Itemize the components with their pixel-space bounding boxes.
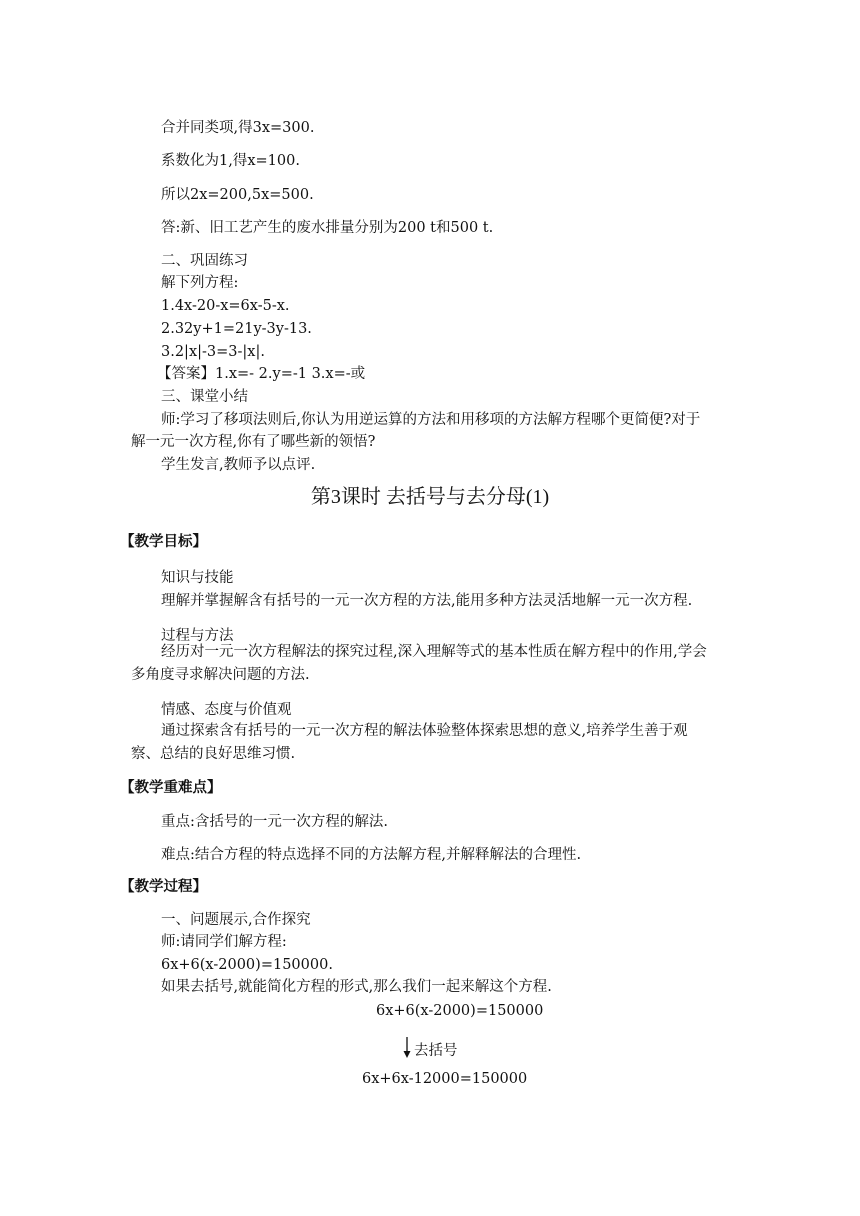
teacher-prompt: 师:请同学们解方程:	[161, 934, 287, 950]
process-step-1: 一、问题展示,合作探究	[161, 912, 311, 928]
key-points-heading: 【教学重难点】	[120, 779, 222, 796]
derivation-to: 6x+6x-12000=150000	[362, 1071, 528, 1087]
derivation-from: 6x+6(x-2000)=150000	[376, 1003, 544, 1019]
difficult-point: 难点:结合方程的特点选择不同的方法解方程,并解释解法的合理性.	[161, 847, 582, 863]
practice-answer: 【答案】1.x=- 2.y=-1 3.x=-或	[157, 366, 366, 382]
derivation-step-label: 去括号	[414, 1043, 458, 1059]
summary-heading: 三、课堂小结	[161, 389, 248, 405]
summary-text-line-2: 解一元一次方程,你有了哪些新的领悟?	[131, 434, 376, 450]
process-text-line-2: 多角度寻求解决问题的方法.	[131, 667, 310, 683]
process-explain: 如果去括号,就能简化方程的形式,那么我们一起来解这个方程.	[161, 979, 552, 995]
summary-text-line-3: 学生发言,教师予以点评.	[161, 457, 316, 473]
attitude-text-line-1: 通过探索含有括号的一元一次方程的解法体验整体探索思想的意义,培养学生善于观	[161, 723, 688, 739]
intro-line-combine: 合并同类项,得3x=300.	[161, 120, 315, 136]
knowledge-title: 知识与技能	[161, 570, 234, 586]
process-title: 过程与方法	[161, 628, 234, 644]
knowledge-text: 理解并掌握解含有括号的一元一次方程的方法,能用多种方法灵活地解一元一次方程.	[161, 593, 693, 609]
process-text-line-1: 经历对一元一次方程解法的探究过程,深入理解等式的基本性质在解方程中的作用,学会	[161, 644, 707, 660]
example-equation: 6x+6(x-2000)=150000.	[161, 957, 333, 973]
summary-text-line-1: 师:学习了移项法则后,你认为用逆运算的方法和用移项的方法解方程哪个更简便?对于	[161, 412, 701, 428]
attitude-title: 情感、态度与价值观	[161, 702, 292, 718]
intro-line-result: 所以2x=200,5x=500.	[161, 187, 314, 203]
practice-prompt: 解下列方程:	[161, 275, 239, 291]
process-heading: 【教学过程】	[120, 878, 207, 895]
practice-item-1: 1.4x-20-x=6x-5-x.	[161, 298, 290, 314]
lesson-title: 第3课时 去括号与去分母(1)	[310, 486, 550, 508]
key-point: 重点:含括号的一元一次方程的解法.	[161, 814, 388, 830]
intro-line-coefficient: 系数化为1,得x=100.	[161, 153, 300, 169]
practice-item-3: 3.2|x|-3=3-|x|.	[161, 344, 265, 360]
attitude-text-line-2: 察、总结的良好思维习惯.	[131, 746, 296, 762]
intro-line-answer: 答:新、旧工艺产生的废水排量分别为200 t和500 t.	[161, 220, 494, 236]
down-arrow-icon	[400, 1037, 414, 1059]
practice-item-2: 2.32y+1=21y-3y-13.	[161, 321, 312, 337]
objectives-heading: 【教学目标】	[120, 533, 207, 550]
practice-heading: 二、巩固练习	[161, 253, 248, 269]
